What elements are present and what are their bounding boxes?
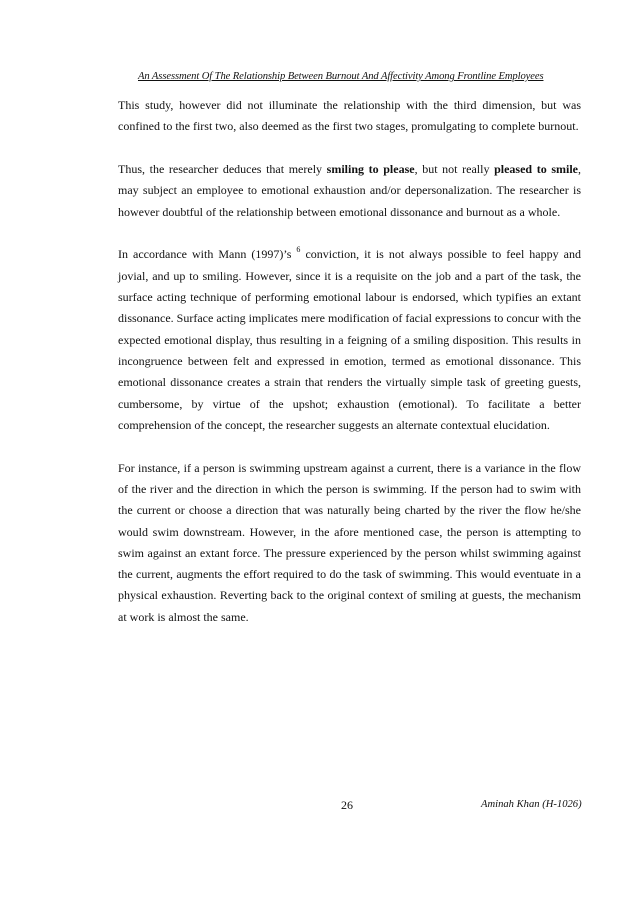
paragraph-3-text-b: conviction, it is not always possible to feel happy and jovial, and up to smiling. However, since it is a requisite on the job and a part of the task, the surface acting technique of performing emotional labour is endorsed, which typifies an extant dissonance. Surface acting implicates mere modification of facial expressions to concur with the expected emotional display, thus resulting in a feigning of a smiling disposition. This results in incongruence between felt and expressed in emotion, termed as emotional dissonance. This emotional dissonance creates a strain that renders the virtually simple task of greeting guests, cumbersome, by virtue of the upshot; exhaustion (emotional). To facilitate a better comprehension of the concept, the researcher suggests an alternate contextual elucidation. [118,247,581,432]
paragraph-1 [118,95,581,138]
paragraph-2-text-a: Thus, the researcher deduces that merely [118,162,327,177]
emphasis-smiling-to-please: smiling to please [326,162,415,177]
paragraph-4 [118,458,581,628]
paragraph-3-text-a: In accordance with Mann (1997)’s [118,247,297,262]
body-text [118,95,581,650]
footer-author: Aminah Khan (H-1026) [481,799,582,810]
paragraph-1-text: This study, however did not illuminate the relationship with the third dimension, but was confined to the first two, also deemed as the first two stages, promulgating to complete burnout. [118,98,581,134]
emphasis-pleased-to-smile: pleased to smile [494,162,578,177]
paragraph-4-text: For instance, if a person is swimming upstream against a current, there is a variance in the flow of the river and the direction in which the person is swimming. If the person had to swim with the current or choose a direction that was naturally being charted by the river the flow he/she would swim downstream. However, in the afore mentioned case, the person is attempting to swim against an extant force. The pressure experienced by the person whilst swimming against the current, augments the effort required to do the task of swimming. This would eventuate in a physical exhaustion. Reverting back to the original context of smiling at guests, the mechanism at work is almost the same. [118,460,581,624]
footnote-marker: 6 [296,245,301,255]
paragraph-2-text-c: , may subject an employee to emotional exhaustion and/or depersonalization. The researcher is however doubtful of the relationship between emotional dissonance and burnout as a whole. [118,162,581,219]
page-number: 26 [341,798,353,812]
running-header: An Assessment Of The Relationship Between Burnout And Affectivity Among Frontline Employees [138,71,544,82]
paragraph-2 [118,159,581,223]
paragraph-2-text-b: , but not really [414,162,495,177]
paragraph-3 [118,244,581,436]
